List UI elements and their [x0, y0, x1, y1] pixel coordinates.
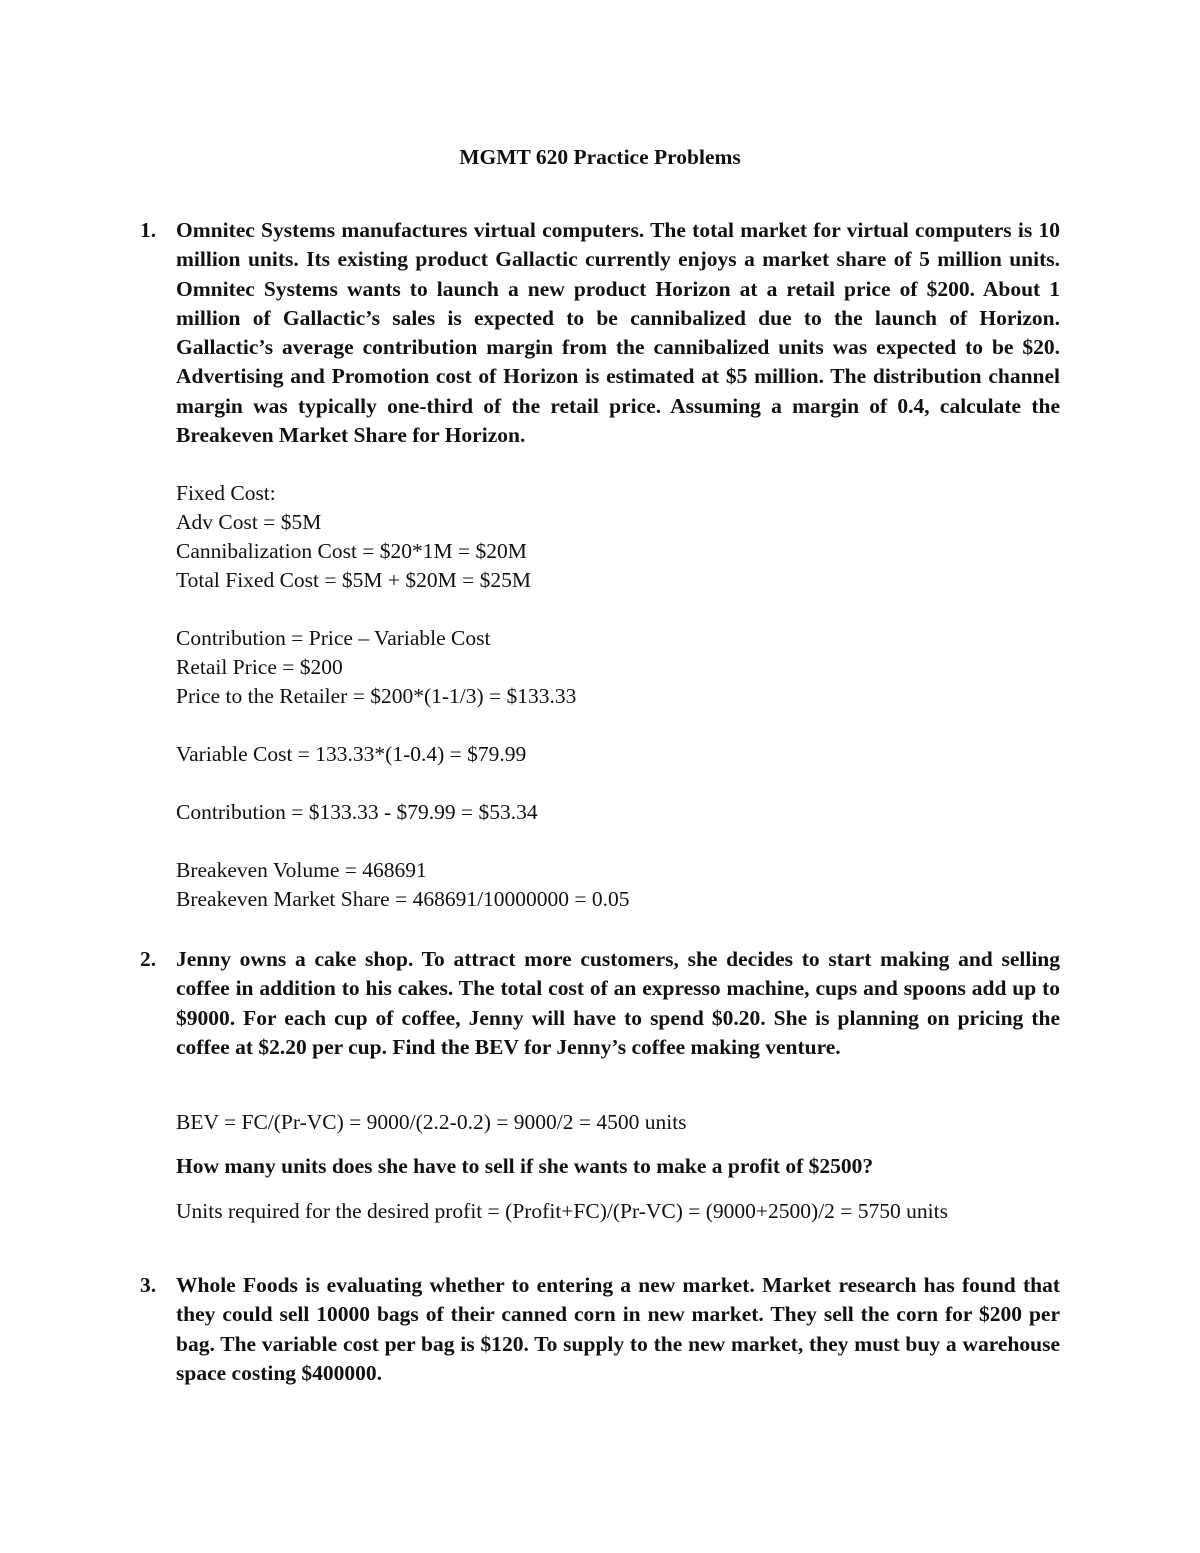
breakeven-volume-line: Breakeven Volume = 468691	[176, 858, 427, 882]
bev-answer: BEV = FC/(Pr-VC) = 9000/(2.2-0.2) = 9000/2 = 4500 units	[176, 1110, 687, 1134]
problem-text: Jenny owns a cake shop. To attract more customers, she decides to start making and selling coffee in addition to his cakes. The total cost of an expresso machine, cups and spoons add up to $9000. For each cup of coffee, Jenny will have to spend $0.20. She is planning on pricing the coffee at $2.20 per cup. Find the BEV for Jenny’s coffee making venture.	[176, 947, 1060, 1059]
total-fixed-cost-line: Total Fixed Cost = $5M + $20M = $25M	[176, 568, 532, 592]
problem-3	[140, 1271, 1060, 1388]
followup-question: How many units does she have to sell if she wants to make a profit of $2500?	[176, 1154, 874, 1178]
problem-text: Omnitec Systems manufactures virtual computers. The total market for virtual computers is 10 million units. Its existing product Gallactic currently enjoys a market share of 5 million units. Omnitec Systems wants to launch a new product Horizon at a retail price of $200. About 1 million of Gallactic’s sales is expected to be cannibalized due to the launch of Horizon. Gallactic’s average contribution margin from the cannibalized units was expected to be $20. Advertising and Promotion cost of Horizon is estimated at $5 million. The distribution channel margin was typically one-third of the retail price. Assuming a margin of 0.4, calculate the Breakeven Market Share for Horizon.	[176, 218, 1060, 448]
cannibalization-cost-line: Cannibalization Cost = $20*1M = $20M	[176, 539, 527, 563]
document-title: MGMT 620 Practice Problems	[459, 145, 741, 169]
retail-price-line: Retail Price = $200	[176, 655, 343, 679]
adv-cost-line: Adv Cost = $5M	[176, 510, 322, 534]
price-to-retailer-line: Price to the Retailer = $200*(1-1/3) = $133.33	[176, 684, 577, 708]
variable-cost-line: Variable Cost = 133.33*(1-0.4) = $79.99	[176, 742, 527, 766]
contribution-value-line: Contribution = $133.33 - $79.99 = $53.34	[176, 800, 538, 824]
problem-number: 2.	[140, 947, 157, 971]
followup-answer: Units required for the desired profit = (Profit+FC)/(Pr-VC) = (9000+2500)/2 = 5750 units	[176, 1199, 948, 1223]
problem-1	[140, 216, 1060, 450]
problem-number: 1.	[140, 218, 157, 242]
problem-number: 3.	[140, 1273, 157, 1297]
problem-1-solution	[176, 479, 1076, 914]
breakeven-market-share-line: Breakeven Market Share = 468691/10000000 = 0.05	[176, 887, 630, 911]
problem-2	[140, 945, 1060, 1062]
contribution-formula-line: Contribution = Price – Variable Cost	[176, 626, 491, 650]
problem-text: Whole Foods is evaluating whether to entering a new market. Market research has found that they could sell 10000 bags of their canned corn in new market. They sell the corn for $200 per bag. The variable cost per bag is $120. To supply to the new market, they must buy a warehouse space costing $400000.	[176, 1273, 1060, 1385]
fixed-cost-heading: Fixed Cost:	[176, 481, 276, 505]
